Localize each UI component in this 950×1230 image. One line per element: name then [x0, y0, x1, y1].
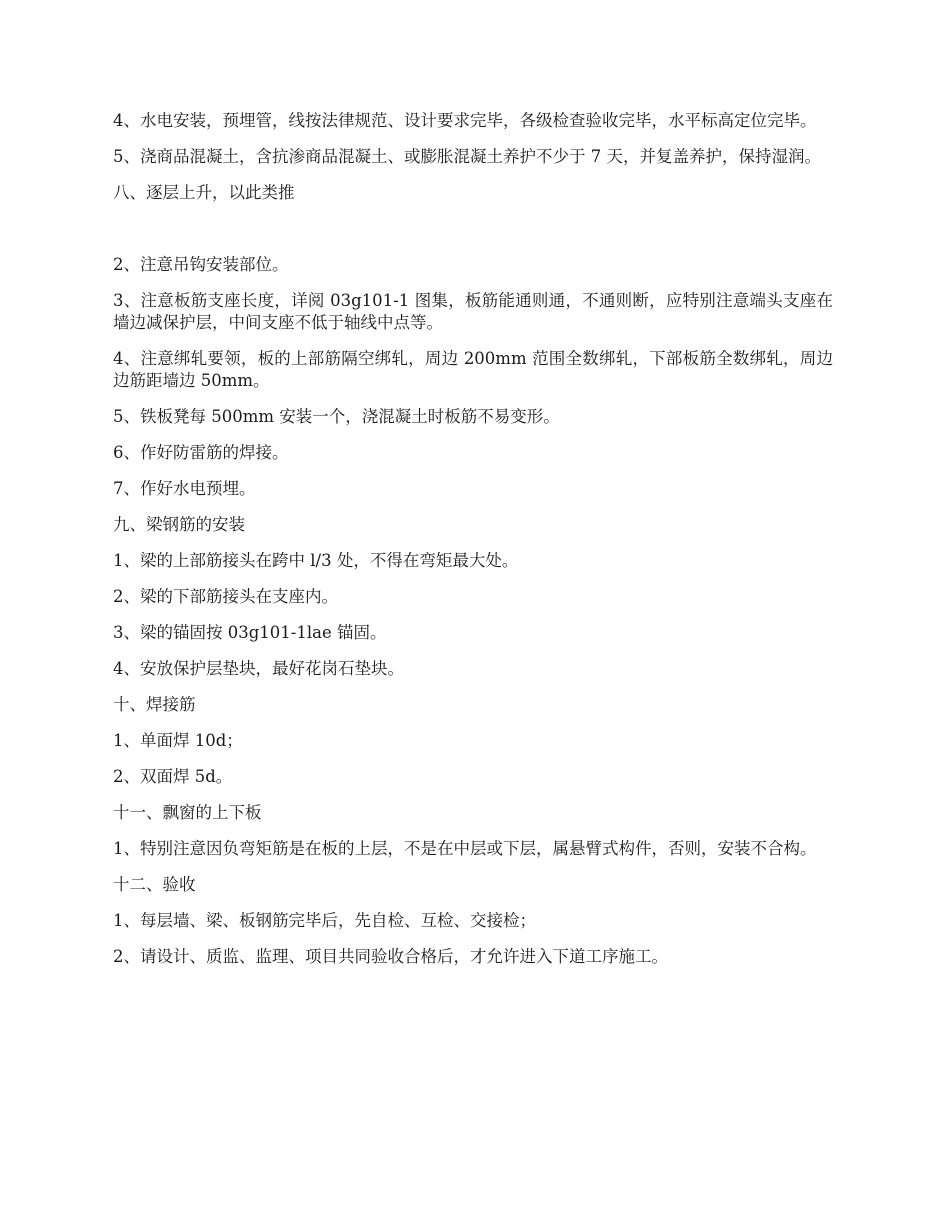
paragraph-embedded-utilities: 7、作好水电预埋。 [113, 479, 256, 498]
paragraph-tying-method: 4、注意绑轧要领，板的上部筋隔空绑轧，周边 200mm 范围全数绑轧，下部板筋全数绑轧，周边边筋距墙边 50mm。 [113, 349, 833, 390]
paragraph-concrete-curing: 5、浇商品混凝土，含抗渗商品混凝土、或膨胀混凝土养护不少于 7 天，并复盖养护，保持湿润。 [113, 147, 821, 166]
document-page [113, 110, 833, 982]
paragraph-cover-block: 4、安放保护层垫块，最好花岗石垫块。 [113, 659, 404, 678]
paragraph-self-inspection: 1、每层墙、梁、板钢筋完毕后，先自检、互检、交接检； [113, 911, 536, 930]
paragraph-beam-anchorage: 3、梁的锚固按 03g101-1lae 锚固。 [113, 623, 387, 642]
paragraph-support-length: 3、注意板筋支座长度，详阅 03g101-1 图集，板筋能通则通，不通则断，应特别注意端头支座在墙边减保护层，中间支座不低于轴线中点等。 [113, 291, 833, 332]
heading-section-12: 十二、验收 [113, 875, 196, 894]
heading-section-11: 十一、飘窗的上下板 [113, 803, 262, 822]
paragraph-joint-acceptance: 2、请设计、质监、监理、项目共同验收合格后，才允许进入下道工序施工。 [113, 947, 668, 966]
heading-section-10: 十、焊接筋 [113, 695, 196, 714]
blank-gap [113, 218, 833, 254]
heading-section-9: 九、梁钢筋的安装 [113, 515, 245, 534]
paragraph-bay-window: 1、特别注意因负弯矩筋是在板的上层，不是在中层或下层，属悬臂式构件，否则，安装不合构。 [113, 839, 817, 858]
paragraph-iron-stool: 5、铁板凳每 500mm 安装一个，浇混凝土时板筋不易变形。 [113, 407, 560, 426]
paragraph-double-weld: 2、双面焊 5d。 [113, 767, 233, 786]
paragraph-lightning-welding: 6、作好防雷筋的焊接。 [113, 443, 289, 462]
paragraph-water-electric: 4、水电安装，预埋管，线按法律规范、设计要求完毕，各级检查验收完毕，水平标高定位完毕。 [113, 111, 817, 130]
paragraph-single-weld: 1、单面焊 10d； [113, 731, 243, 750]
paragraph-beam-top-joint: 1、梁的上部筋接头在跨中 l/3 处，不得在弯矩最大处。 [113, 551, 519, 570]
paragraph-hook-position: 2、注意吊钩安装部位。 [113, 255, 289, 274]
heading-section-8: 八、逐层上升，以此类推 [113, 183, 295, 202]
paragraph-beam-bottom-joint: 2、梁的下部筋接头在支座内。 [113, 587, 338, 606]
